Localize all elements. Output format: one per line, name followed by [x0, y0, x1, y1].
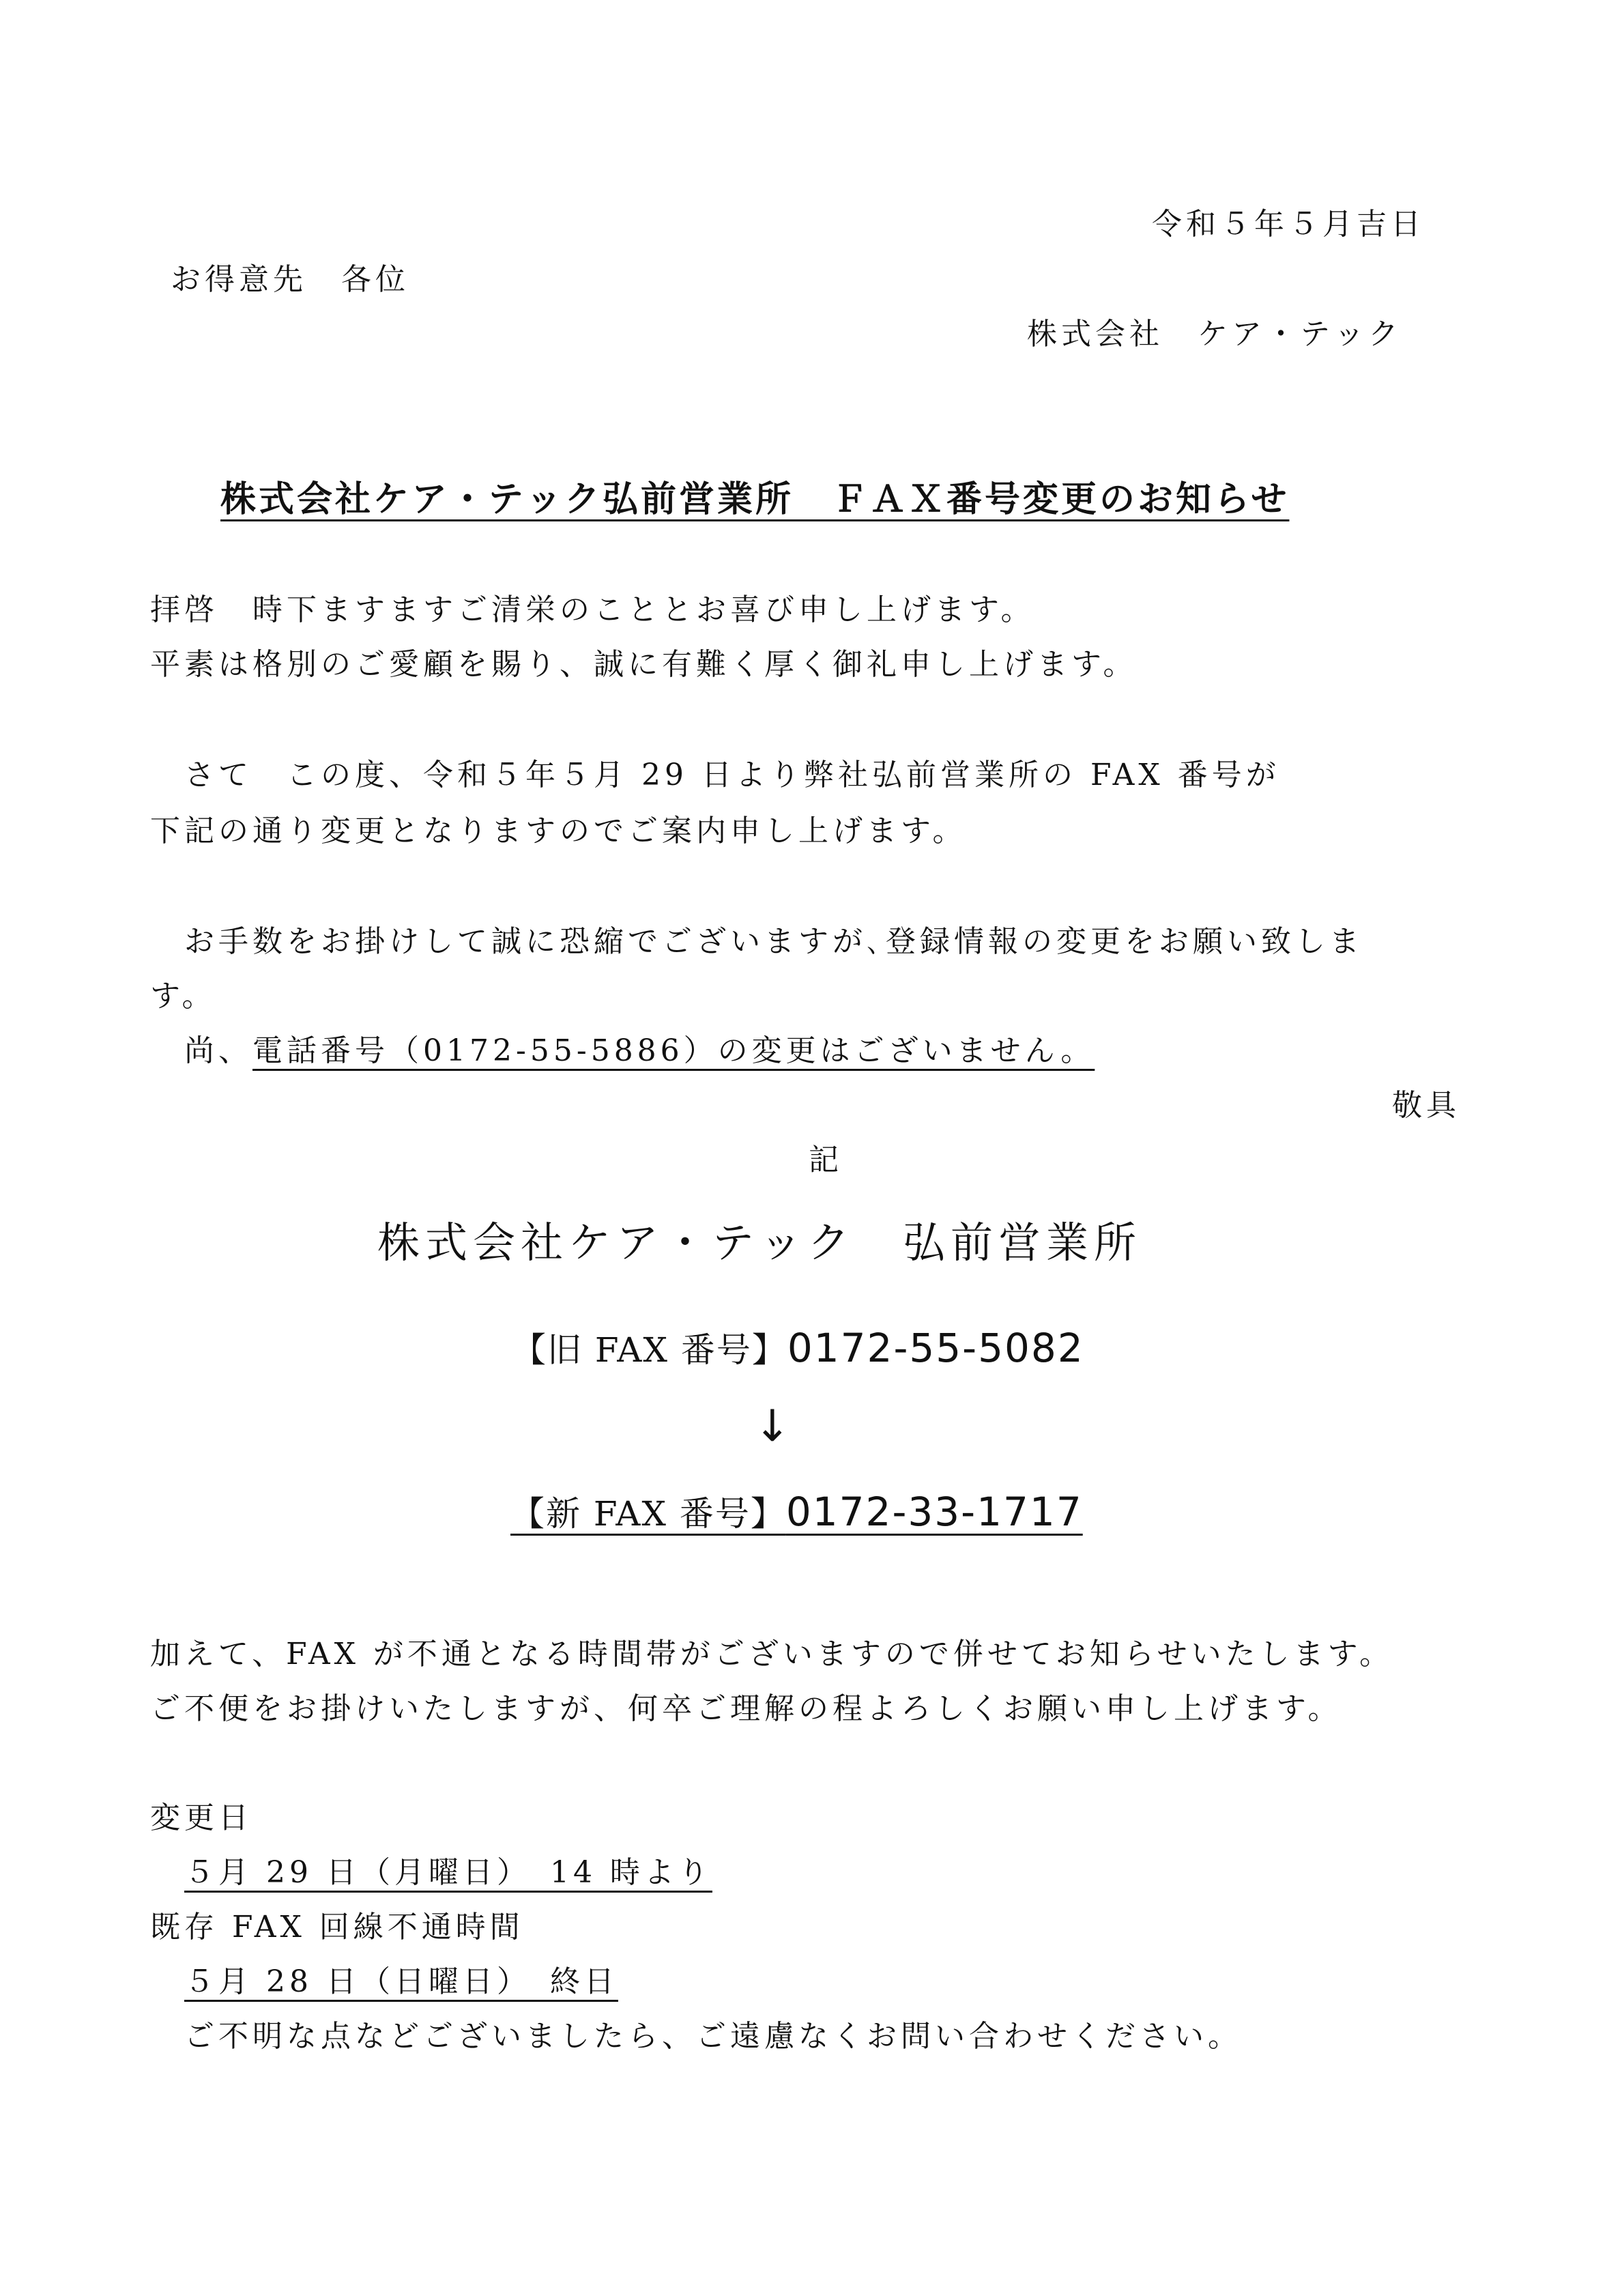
issue-date: 令和５年５月吉日: [1152, 207, 1425, 242]
old-fax-label: 【旧 FAX 番号】: [512, 1330, 787, 1370]
greeting-line-2: 平素は格別のご愛顧を賜り、誠に有難く厚く御礼申し上げます。: [150, 647, 1138, 682]
change-date-label: 変更日: [150, 1800, 252, 1835]
additional-line-1: 加えて、FAX が不通となる時間帯がございますので併せてお知らせいたします。: [150, 1637, 1394, 1671]
ki-heading: 記: [809, 1143, 843, 1177]
change-date-value: ５月 29 日（月曜日） 14 時より: [184, 1855, 712, 1890]
document-title: 株式会社ケア・テック弘前営業所 ＦＡＸ番号変更のお知らせ: [220, 478, 1290, 520]
office-name: 株式会社ケア・テック 弘前営業所: [377, 1218, 1142, 1267]
greeting-line-1: 拝啓 時下ますますご清栄のこととお喜び申し上げます。: [150, 592, 1035, 627]
notice-line-2: 下記の通り変更となりますのでご案内申し上げます。: [150, 814, 967, 848]
request-line-1: お手数をお掛けして誠に恐縮でございますが､登録情報の変更をお願い致しま: [150, 924, 1363, 959]
new-fax-label: 【新 FAX 番号】: [510, 1494, 786, 1534]
additional-line-2: ご不便をお掛けいたしますが、何卒ご理解の程よろしくお願い申し上げます。: [150, 1691, 1342, 1726]
old-fax-row: [512, 1325, 1084, 1371]
notice-line-1: さて この度、令和５年５月 29 日より弊社弘前営業所の FAX 番号が: [150, 758, 1280, 792]
contact-note: ご不明な点などございましたら、ご遠慮なくお問い合わせください。: [184, 2019, 1242, 2054]
recipient: お得意先 各位: [171, 262, 409, 297]
request-line-2: す。: [150, 979, 216, 1014]
new-fax-row: [510, 1489, 1083, 1535]
outage-label: 既存 FAX 回線不通時間: [150, 1910, 524, 1945]
old-fax-number: 0172‐55‐5082: [787, 1325, 1084, 1371]
sender-company: 株式会社 ケア・テック: [1027, 317, 1402, 351]
phone-note-row: [150, 1033, 1095, 1068]
phone-note-prefix: 尚、: [150, 1033, 252, 1068]
phone-note: 電話番号（0172‐55‐5886）の変更はございません。: [252, 1033, 1095, 1068]
down-arrow-icon: ↓: [754, 1401, 795, 1452]
outage-value: ５月 28 日（日曜日） 終日: [184, 1964, 618, 1999]
closing-keigu: 敬具: [1392, 1088, 1460, 1123]
new-fax-number: 0172‐33‐1717: [785, 1489, 1083, 1535]
